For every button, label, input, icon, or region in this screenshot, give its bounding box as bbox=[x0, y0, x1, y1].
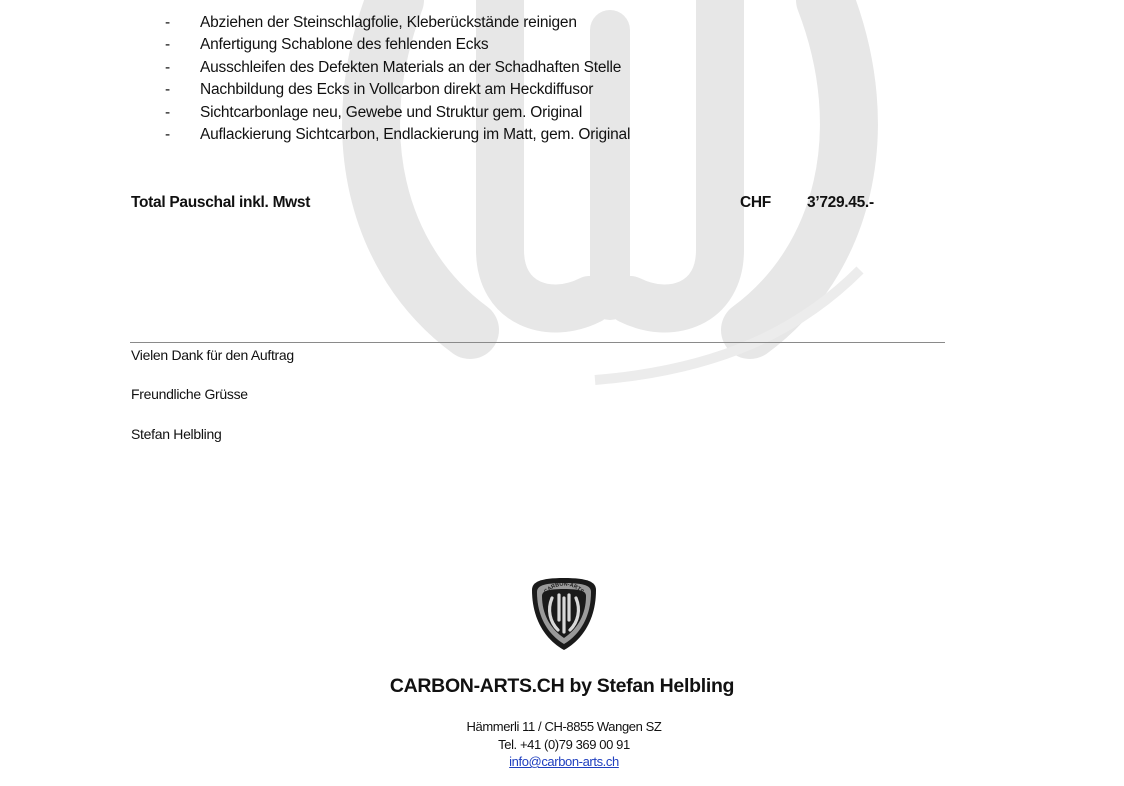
divider bbox=[130, 342, 945, 343]
company-email-link[interactable]: info@carbon-arts.ch bbox=[509, 754, 619, 769]
thanks-line: Vielen Dank für den Auftrag bbox=[131, 347, 294, 363]
work-item-text: Nachbildung des Ecks in Vollcarbon direkt am Heckdiffusor bbox=[200, 81, 594, 99]
bullet-dash: - bbox=[165, 36, 170, 54]
work-item-text: Auflackierung Sichtcarbon, Endlackierung im Matt, gem. Original bbox=[200, 125, 631, 143]
bullet-dash: - bbox=[165, 125, 170, 143]
work-item-text: Anfertigung Schablone des fehlenden Ecks bbox=[200, 36, 489, 54]
total-currency: CHF bbox=[740, 194, 771, 211]
carbon-arts-logo-icon bbox=[530, 576, 598, 652]
bullet-dash: - bbox=[165, 103, 170, 121]
company-address: Hämmerli 11 / CH-8855 Wangen SZ bbox=[466, 719, 662, 734]
company-name: CARBON-ARTS.CH by Stefan Helbling bbox=[389, 675, 735, 697]
total-label: Total Pauschal inkl. Mwst bbox=[131, 194, 311, 211]
work-item-text: Ausschleifen des Defekten Materials an der Schadhaften Stelle bbox=[200, 58, 622, 76]
bullet-dash: - bbox=[165, 58, 170, 76]
greeting-line: Freundliche Grüsse bbox=[131, 386, 248, 402]
total-amount: 3’729.45.- bbox=[807, 194, 874, 211]
bullet-dash: - bbox=[165, 14, 170, 31]
work-item-text: Abziehen der Steinschlagfolie, Kleberückstände reinigen bbox=[200, 14, 577, 31]
bullet-dash: - bbox=[165, 81, 170, 99]
work-item-text: Sichtcarbonlage neu, Gewebe und Struktur gem. Original bbox=[200, 103, 583, 121]
svg-text:CARBON-ARTS: CARBON-ARTS bbox=[543, 581, 585, 596]
company-phone: Tel. +41 (0)79 369 00 91 bbox=[498, 737, 630, 752]
signature-name: Stefan Helbling bbox=[131, 426, 222, 442]
